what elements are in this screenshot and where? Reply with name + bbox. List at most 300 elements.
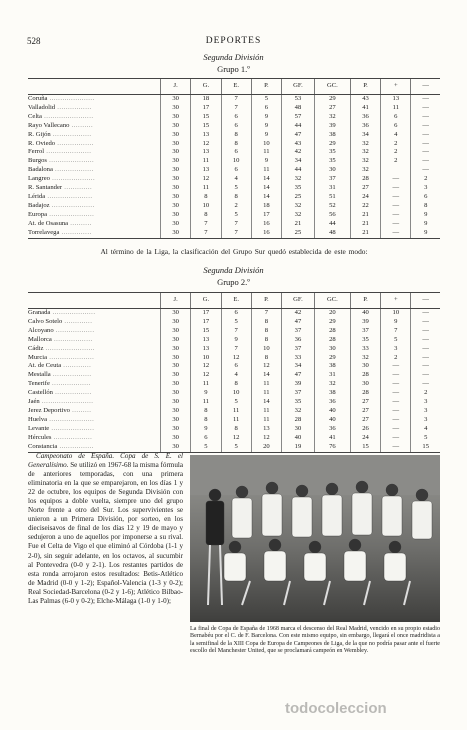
article-column bbox=[28, 452, 183, 606]
table-row bbox=[28, 416, 440, 425]
table-cell: 21 bbox=[350, 220, 380, 229]
table-cell: — bbox=[381, 184, 411, 193]
table-cell: 47 bbox=[282, 318, 315, 327]
table-cell: 2 bbox=[381, 140, 411, 149]
table-cell: 35 bbox=[282, 184, 315, 193]
table-cell: 24 bbox=[350, 434, 380, 443]
table-cell: 57 bbox=[282, 113, 315, 122]
table-cell: 30 bbox=[161, 220, 191, 229]
table-cell: 29 bbox=[314, 354, 350, 363]
table-cell: 4 bbox=[221, 371, 251, 380]
table-cell: 32 bbox=[314, 113, 350, 122]
table-cell: — bbox=[381, 389, 411, 398]
table-cell: 30 bbox=[350, 380, 380, 389]
table-cell: — bbox=[411, 148, 440, 157]
table-cell: 13 bbox=[191, 148, 221, 157]
table-row bbox=[28, 362, 440, 371]
table-cell: 37 bbox=[350, 327, 380, 336]
table-cell: 30 bbox=[161, 327, 191, 336]
team-name: R. Gijón .................. bbox=[28, 130, 92, 138]
table-cell: 6 bbox=[221, 309, 251, 318]
table-cell: 6 bbox=[221, 122, 251, 131]
table-row bbox=[28, 229, 440, 238]
table-cell: 20 bbox=[314, 309, 350, 318]
table-cell: 33 bbox=[350, 345, 380, 354]
table-cell: 30 bbox=[161, 104, 191, 113]
header-team bbox=[28, 79, 161, 95]
table-cell: 3 bbox=[411, 407, 440, 416]
table-cell: 12 bbox=[191, 175, 221, 184]
note-line: Al término de la Liga, la clasificación del Grupo Sur quedó establecida de este modo: bbox=[100, 247, 368, 256]
table-cell: 6 bbox=[381, 122, 411, 131]
photo-caption: La final de Copa de España de 1968 marca el descenso del Real Madrid, vencido en su propio estadio Bernabéu por el C. de F. Barcelona. Con este mismo equipo, sin embargo, llegará el once madridista a la semifinal de la XIII Copa de Europa de Campeones de Liga, de la que no podría pasar ante el fuerte escollo del Manchester United, que se proclamará campeón en Wembley. bbox=[190, 626, 440, 654]
table-cell: 15 bbox=[191, 327, 221, 336]
table-row bbox=[28, 380, 440, 389]
table-cell: 37 bbox=[282, 345, 315, 354]
table-cell: 27 bbox=[350, 416, 380, 425]
table-row bbox=[28, 113, 440, 122]
table-cell: 17 bbox=[191, 318, 221, 327]
column-header: P. bbox=[251, 79, 281, 95]
table-cell: 9 bbox=[411, 229, 440, 238]
table-cell: 33 bbox=[282, 354, 315, 363]
table1-section-title: Segunda División bbox=[203, 52, 264, 62]
table-cell: 30 bbox=[161, 140, 191, 149]
table-cell: 31 bbox=[314, 184, 350, 193]
table-row bbox=[28, 336, 440, 345]
table-row bbox=[28, 398, 440, 407]
table-cell: — bbox=[381, 407, 411, 416]
table-cell: — bbox=[381, 398, 411, 407]
table-cell: 32 bbox=[350, 354, 380, 363]
table-cell: 5 bbox=[191, 443, 221, 452]
table-cell: 12 bbox=[251, 362, 281, 371]
table-cell: 13 bbox=[191, 131, 221, 140]
column-header: G. bbox=[191, 79, 221, 95]
table-cell: 39 bbox=[282, 380, 315, 389]
table-cell: 2 bbox=[411, 389, 440, 398]
table-cell: 44 bbox=[282, 166, 315, 175]
table2-group-title: Grupo 2.º bbox=[217, 277, 250, 287]
column-header: GF. bbox=[282, 79, 315, 95]
table-cell: 32 bbox=[282, 202, 315, 211]
table-cell: 29 bbox=[314, 95, 350, 104]
table-cell: 47 bbox=[282, 131, 315, 140]
table-cell: 10 bbox=[381, 309, 411, 318]
table-cell: 8 bbox=[221, 425, 251, 434]
team-name: Mestalla .................. bbox=[28, 371, 92, 379]
table-cell: — bbox=[411, 95, 440, 104]
table-cell: 7 bbox=[221, 229, 251, 238]
table-cell: 6 bbox=[221, 362, 251, 371]
table-cell: 27 bbox=[350, 398, 380, 407]
table-cell: 13 bbox=[381, 95, 411, 104]
table-row bbox=[28, 389, 440, 398]
table-cell: 18 bbox=[251, 202, 281, 211]
table-cell: 9 bbox=[251, 131, 281, 140]
table-cell: — bbox=[381, 175, 411, 184]
team-name: Murcia ..................... bbox=[28, 353, 95, 361]
table-cell: 56 bbox=[314, 211, 350, 220]
table-cell: — bbox=[411, 345, 440, 354]
table-cell: 16 bbox=[251, 220, 281, 229]
table-cell: 30 bbox=[161, 443, 191, 452]
table-row bbox=[28, 327, 440, 336]
table-cell: 2 bbox=[381, 157, 411, 166]
table-cell: — bbox=[411, 309, 440, 318]
table-cell: 28 bbox=[314, 336, 350, 345]
table-cell: 7 bbox=[251, 309, 281, 318]
table-cell: — bbox=[411, 157, 440, 166]
table-cell: 16 bbox=[251, 229, 281, 238]
table-cell: 11 bbox=[381, 104, 411, 113]
table-row bbox=[28, 148, 440, 157]
table-cell: 13 bbox=[191, 345, 221, 354]
table-cell: 7 bbox=[221, 95, 251, 104]
table-cell: 30 bbox=[161, 380, 191, 389]
table-cell: 48 bbox=[282, 104, 315, 113]
table-cell: 36 bbox=[314, 398, 350, 407]
table-cell: 28 bbox=[350, 175, 380, 184]
table-cell: 30 bbox=[161, 371, 191, 380]
table-cell: 7 bbox=[381, 327, 411, 336]
table-cell: 38 bbox=[314, 131, 350, 140]
table-cell: 12 bbox=[221, 354, 251, 363]
table-cell: 52 bbox=[314, 202, 350, 211]
table-row bbox=[28, 122, 440, 131]
team-name: Coruña ..................... bbox=[28, 95, 95, 102]
table-cell: — bbox=[411, 336, 440, 345]
table-cell: 39 bbox=[350, 318, 380, 327]
table-cell: 32 bbox=[350, 140, 380, 149]
table-cell: 10 bbox=[251, 345, 281, 354]
table-cell: 21 bbox=[350, 229, 380, 238]
table-cell: 29 bbox=[314, 140, 350, 149]
table-cell: 11 bbox=[221, 416, 251, 425]
team-name: Torrelavega .............. bbox=[28, 229, 161, 238]
table-cell: 42 bbox=[282, 148, 315, 157]
team-name: Jaén ........................ bbox=[28, 398, 94, 406]
table-cell: 30 bbox=[161, 166, 191, 175]
table-cell: 9 bbox=[251, 122, 281, 131]
table-cell: 32 bbox=[350, 166, 380, 175]
table-cell: 35 bbox=[282, 398, 315, 407]
table-cell: 36 bbox=[282, 336, 315, 345]
table-cell: 12 bbox=[191, 362, 221, 371]
table-cell: 8 bbox=[251, 327, 281, 336]
table-cell: 30 bbox=[161, 211, 191, 220]
table-cell: 6 bbox=[251, 104, 281, 113]
table-cell: 28 bbox=[282, 416, 315, 425]
table-cell: 8 bbox=[191, 407, 221, 416]
table-cell: — bbox=[381, 443, 411, 452]
table-row bbox=[28, 354, 440, 363]
table-cell: 37 bbox=[314, 175, 350, 184]
table-row bbox=[28, 193, 440, 202]
team-name: Tenerife .................. bbox=[28, 380, 91, 388]
table-row bbox=[28, 104, 440, 113]
team-name: Celta ....................... bbox=[28, 112, 94, 120]
team-name: Ferrol ..................... bbox=[28, 148, 92, 156]
team-photo-image bbox=[190, 455, 440, 622]
table-cell: 7 bbox=[191, 229, 221, 238]
table-row bbox=[28, 345, 440, 354]
table-cell: 32 bbox=[282, 175, 315, 184]
table-cell: 35 bbox=[314, 157, 350, 166]
table-cell: 18 bbox=[191, 95, 221, 104]
table-cell: 8 bbox=[191, 211, 221, 220]
standings-table-group-1 bbox=[28, 78, 440, 239]
table-cell: 10 bbox=[221, 389, 251, 398]
table-cell: 44 bbox=[314, 220, 350, 229]
table-cell: 11 bbox=[251, 407, 281, 416]
table-cell: 30 bbox=[161, 362, 191, 371]
table-cell: 38 bbox=[314, 389, 350, 398]
team-name: Granada .................... bbox=[28, 309, 96, 316]
table-cell: 36 bbox=[350, 113, 380, 122]
table-cell: 35 bbox=[350, 336, 380, 345]
table-cell: 30 bbox=[314, 345, 350, 354]
team-name: Cádiz ....................... bbox=[28, 344, 95, 352]
table-cell: — bbox=[411, 327, 440, 336]
table-cell: 30 bbox=[161, 425, 191, 434]
table-cell: 40 bbox=[350, 309, 380, 318]
team-name: Constancia ................ bbox=[28, 443, 161, 452]
table-cell: 17 bbox=[251, 211, 281, 220]
team-name: Hércules .................. bbox=[28, 433, 93, 441]
table-cell: — bbox=[381, 416, 411, 425]
column-header: — bbox=[411, 79, 440, 95]
table-cell: 38 bbox=[314, 362, 350, 371]
table-cell: 4 bbox=[381, 131, 411, 140]
table-cell: — bbox=[411, 318, 440, 327]
table-cell: 30 bbox=[161, 398, 191, 407]
table-cell: 35 bbox=[314, 148, 350, 157]
table-cell: 15 bbox=[191, 113, 221, 122]
table-cell: 10 bbox=[191, 202, 221, 211]
table-cell: 30 bbox=[161, 345, 191, 354]
table-cell: 8 bbox=[251, 318, 281, 327]
page-number: 528 bbox=[27, 36, 41, 46]
table-cell: 13 bbox=[191, 336, 221, 345]
table-cell: 12 bbox=[191, 140, 221, 149]
table-cell: 40 bbox=[282, 434, 315, 443]
table-cell: 6 bbox=[221, 113, 251, 122]
table-cell: 6 bbox=[191, 434, 221, 443]
table-cell: 40 bbox=[314, 416, 350, 425]
table-cell: 9 bbox=[411, 211, 440, 220]
team-name: Castellón ................. bbox=[28, 389, 92, 397]
table-cell: — bbox=[381, 220, 411, 229]
table-cell: 8 bbox=[221, 193, 251, 202]
table-cell: 32 bbox=[350, 148, 380, 157]
table-cell: 8 bbox=[251, 354, 281, 363]
table-row bbox=[28, 175, 440, 184]
table-cell: 37 bbox=[282, 389, 315, 398]
table-row bbox=[28, 318, 440, 327]
table-cell: 14 bbox=[251, 184, 281, 193]
table-cell: 30 bbox=[161, 95, 191, 104]
table-cell: 17 bbox=[191, 309, 221, 318]
table-row bbox=[28, 166, 440, 175]
table-cell: 30 bbox=[161, 318, 191, 327]
table-cell: — bbox=[381, 193, 411, 202]
table-cell: 11 bbox=[251, 416, 281, 425]
team-name: Badalona .................. bbox=[28, 166, 94, 174]
table-cell: 41 bbox=[314, 434, 350, 443]
table-cell: 36 bbox=[350, 122, 380, 131]
table-cell: 30 bbox=[161, 157, 191, 166]
table-cell: 5 bbox=[381, 336, 411, 345]
table-row bbox=[28, 95, 440, 104]
column-header: J. bbox=[161, 293, 191, 309]
table-cell: 8 bbox=[251, 336, 281, 345]
table-cell: 20 bbox=[251, 443, 281, 452]
watermark: todocoleccion bbox=[285, 700, 387, 717]
table-cell: 6 bbox=[381, 113, 411, 122]
table-cell: 9 bbox=[251, 113, 281, 122]
table-cell: — bbox=[381, 425, 411, 434]
table-cell: 32 bbox=[282, 211, 315, 220]
table-cell: 7 bbox=[191, 220, 221, 229]
table-cell: 9 bbox=[381, 318, 411, 327]
table-cell: 8 bbox=[411, 202, 440, 211]
table2-section-title: Segunda División bbox=[203, 265, 264, 275]
table-cell: 12 bbox=[251, 434, 281, 443]
team-photo bbox=[190, 455, 440, 622]
table-cell: 2 bbox=[221, 202, 251, 211]
column-header: E. bbox=[221, 293, 251, 309]
table-cell: 11 bbox=[191, 157, 221, 166]
table-cell: 5 bbox=[251, 95, 281, 104]
team-name: R. Santander ............. bbox=[28, 184, 93, 192]
team-name: Calvo Sotelo ............. bbox=[28, 317, 93, 325]
table-cell: 8 bbox=[221, 380, 251, 389]
team-name: Levante .................... bbox=[28, 424, 95, 432]
team-name: Rayo Vallecano .......... bbox=[28, 121, 94, 129]
table-cell: 32 bbox=[282, 407, 315, 416]
table-cell: 10 bbox=[251, 140, 281, 149]
table-cell: 30 bbox=[161, 193, 191, 202]
table-cell: 30 bbox=[161, 122, 191, 131]
table-cell: 6 bbox=[221, 166, 251, 175]
table-cell: 30 bbox=[161, 175, 191, 184]
column-header: GC. bbox=[314, 293, 350, 309]
table-cell: 24 bbox=[350, 193, 380, 202]
table-row bbox=[28, 202, 440, 211]
column-header: P. bbox=[350, 79, 380, 95]
table-cell: 17 bbox=[191, 104, 221, 113]
table-cell: 11 bbox=[221, 407, 251, 416]
table-cell: 6 bbox=[411, 193, 440, 202]
table-cell bbox=[381, 166, 411, 175]
table-cell: 10 bbox=[191, 354, 221, 363]
table-cell: — bbox=[381, 229, 411, 238]
table-cell: 11 bbox=[251, 380, 281, 389]
team-name: At. de Osasuna .......... bbox=[28, 219, 92, 227]
table-cell: 13 bbox=[251, 425, 281, 434]
team-name: Mallorca .................. bbox=[28, 335, 93, 343]
table-cell: — bbox=[381, 371, 411, 380]
table-cell: 2 bbox=[381, 354, 411, 363]
table-cell: 13 bbox=[191, 166, 221, 175]
table-cell: 30 bbox=[161, 229, 191, 238]
table-cell: — bbox=[381, 211, 411, 220]
table-cell: 30 bbox=[161, 336, 191, 345]
table-cell: 14 bbox=[251, 398, 281, 407]
table-cell: 3 bbox=[411, 398, 440, 407]
table-cell: 30 bbox=[161, 389, 191, 398]
column-header: J. bbox=[161, 79, 191, 95]
team-name: Lérida ..................... bbox=[28, 192, 93, 200]
team-name: At. de Ceuta ............. bbox=[28, 362, 92, 370]
table-cell: 30 bbox=[161, 416, 191, 425]
table-cell: 32 bbox=[314, 380, 350, 389]
team-name: Burgos ..................... bbox=[28, 157, 95, 165]
table-cell: 48 bbox=[314, 229, 350, 238]
table-cell: 19 bbox=[282, 443, 315, 452]
table-cell: 51 bbox=[314, 193, 350, 202]
table-row bbox=[28, 140, 440, 149]
table-cell: 27 bbox=[350, 184, 380, 193]
table-cell: — bbox=[381, 362, 411, 371]
table-cell: — bbox=[381, 202, 411, 211]
table-cell: 9 bbox=[251, 157, 281, 166]
table-cell: 25 bbox=[282, 193, 315, 202]
table-cell: 15 bbox=[350, 443, 380, 452]
column-header: P. bbox=[251, 293, 281, 309]
table-cell: — bbox=[411, 104, 440, 113]
table-cell: 9 bbox=[221, 336, 251, 345]
table-cell: 9 bbox=[191, 389, 221, 398]
table-cell: 3 bbox=[411, 184, 440, 193]
table-cell: 7 bbox=[221, 345, 251, 354]
table-cell: — bbox=[411, 131, 440, 140]
column-header: P. bbox=[350, 293, 380, 309]
column-header: E. bbox=[221, 79, 251, 95]
column-header: GF. bbox=[282, 293, 315, 309]
column-header: + bbox=[381, 79, 411, 95]
table-cell: 28 bbox=[350, 389, 380, 398]
table-cell: 30 bbox=[161, 148, 191, 157]
table-cell: 5 bbox=[411, 434, 440, 443]
team-name: Europa ..................... bbox=[28, 210, 95, 218]
table-cell: 47 bbox=[282, 371, 315, 380]
table-row bbox=[28, 425, 440, 434]
table-cell: 12 bbox=[191, 371, 221, 380]
table-cell: 30 bbox=[161, 354, 191, 363]
table-cell: 7 bbox=[221, 327, 251, 336]
table-row bbox=[28, 131, 440, 140]
table-cell: — bbox=[411, 140, 440, 149]
table-cell: 14 bbox=[251, 371, 281, 380]
table-row bbox=[28, 220, 440, 229]
table-cell: 28 bbox=[350, 371, 380, 380]
table-cell: 14 bbox=[251, 175, 281, 184]
table-cell: 36 bbox=[314, 425, 350, 434]
table-cell: — bbox=[411, 380, 440, 389]
column-header: — bbox=[411, 293, 440, 309]
table-cell: 44 bbox=[282, 122, 315, 131]
column-header: GC. bbox=[314, 79, 350, 95]
running-head: DEPORTES bbox=[205, 36, 262, 46]
table-cell: 76 bbox=[314, 443, 350, 452]
table-cell: 5 bbox=[221, 211, 251, 220]
table-cell: 30 bbox=[161, 113, 191, 122]
table-cell: 53 bbox=[282, 95, 315, 104]
table-cell: — bbox=[411, 362, 440, 371]
table-cell: 15 bbox=[411, 443, 440, 452]
